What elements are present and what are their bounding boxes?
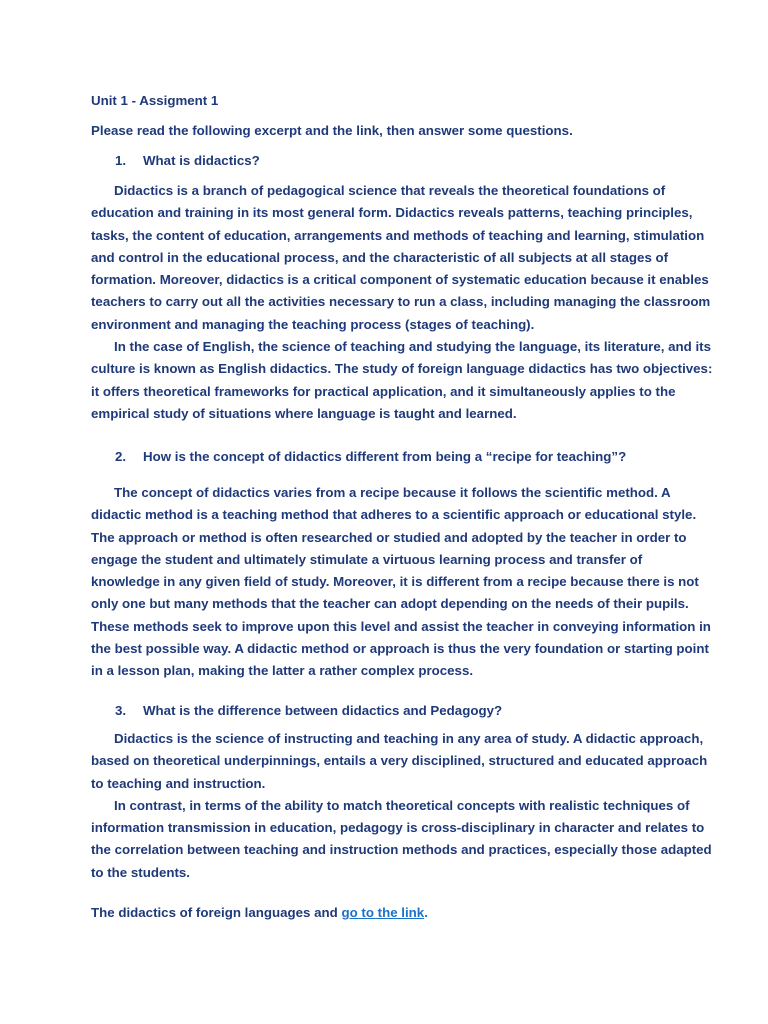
answer-1-paragraph-1 <box>91 180 712 425</box>
question-number: 2. <box>115 449 127 464</box>
answer-line: it offers theoretical frameworks for practical application, and it simultaneously applies to the <box>91 383 676 399</box>
question-2-heading <box>91 446 626 468</box>
answer-line: based on theoretical underpinnings, entails a very disciplined, structured and educated approach <box>91 753 708 769</box>
answer-line: information transmission in education, pedagogy is cross-disciplinary in character and relates to <box>91 820 705 836</box>
footer-period: . <box>424 905 428 920</box>
answer-line: culture is known as English didactics. The study of foreign language didactics has two objectives: <box>91 361 713 377</box>
answer-line: engage the student and ultimately stimulate a virtuous learning process and transfer of <box>91 551 643 567</box>
answer-2-paragraph-1 <box>91 482 711 683</box>
answer-line: The approach or method is often researched or studied and adopted by the teacher in order to <box>91 529 687 545</box>
answer-line: In contrast, in terms of the ability to match theoretical concepts with realistic techniques of <box>114 797 690 813</box>
answer-line: the best possible way. A didactic method or approach is thus the very foundation or starting point <box>91 641 709 657</box>
answer-3-paragraph-1 <box>91 728 712 884</box>
question-text: What is didactics? <box>143 153 260 168</box>
answer-line: to the students. <box>91 864 190 880</box>
question-number: 1. <box>115 153 127 168</box>
question-1-heading <box>91 150 260 172</box>
intro-text: Please read the following excerpt and the link, then answer some questions. <box>91 123 573 138</box>
answer-line: education and training in its most general form. Didactics reveals patterns, teaching principles, <box>91 205 693 221</box>
answer-line: Didactics is a branch of pedagogical science that reveals the theoretical foundations of <box>114 183 666 198</box>
footer-text: The didactics of foreign languages and <box>91 905 342 920</box>
answer-line: formation. Moreover, didactics is a critical component of systematic education because it enables <box>91 272 709 288</box>
answer-line: only one but many methods that the teacher can adopt depending on the needs of their pupils. <box>91 596 689 612</box>
answer-line: The concept of didactics varies from a recipe because it follows the scientific method. A <box>114 485 671 500</box>
answer-line: and control in the educational process, and the characteristic of all subjects at all stages of <box>91 249 669 265</box>
answer-line: environment and managing the teaching process (stages of teaching). <box>91 316 535 332</box>
question-number: 3. <box>115 703 127 718</box>
answer-line: teachers to carry out all the activities necessary to run a class, including managing the classroom <box>91 294 711 310</box>
footer-line <box>91 902 428 924</box>
question-text: How is the concept of didactics different from being a “recipe for teaching”? <box>143 449 627 464</box>
answer-line: knowledge in any given field of study. Moreover, it is different from a recipe because there is not <box>91 574 699 590</box>
answer-line: the correlation between teaching and instruction methods and practices, especially those adapted <box>91 842 712 858</box>
answer-line: These methods seek to improve upon this level and assist the teacher in conveying information in <box>91 618 711 634</box>
answer-line: to teaching and instruction. <box>91 775 266 791</box>
question-3-heading <box>91 700 502 722</box>
document-title: Unit 1 - Assigment 1 <box>91 93 219 108</box>
go-to-link[interactable]: go to the link <box>341 905 425 920</box>
answer-line: in a lesson plan, making the latter a rather complex process. <box>91 663 474 679</box>
answer-line: tasks, the content of education, arrangements and methods of teaching and learning, stimulation <box>91 227 705 243</box>
answer-line: didactic method is a teaching method that adheres to a scientific approach or educational style. <box>91 507 697 523</box>
answer-line: Didactics is the science of instructing and teaching in any area of study. A didactic approach, <box>114 731 704 746</box>
answer-line: In the case of English, the science of teaching and studying the language, its literature, and its <box>114 339 711 355</box>
answer-line: empirical study of situations where language is taught and learned. <box>91 405 517 421</box>
question-text: What is the difference between didactics and Pedagogy? <box>143 703 503 718</box>
